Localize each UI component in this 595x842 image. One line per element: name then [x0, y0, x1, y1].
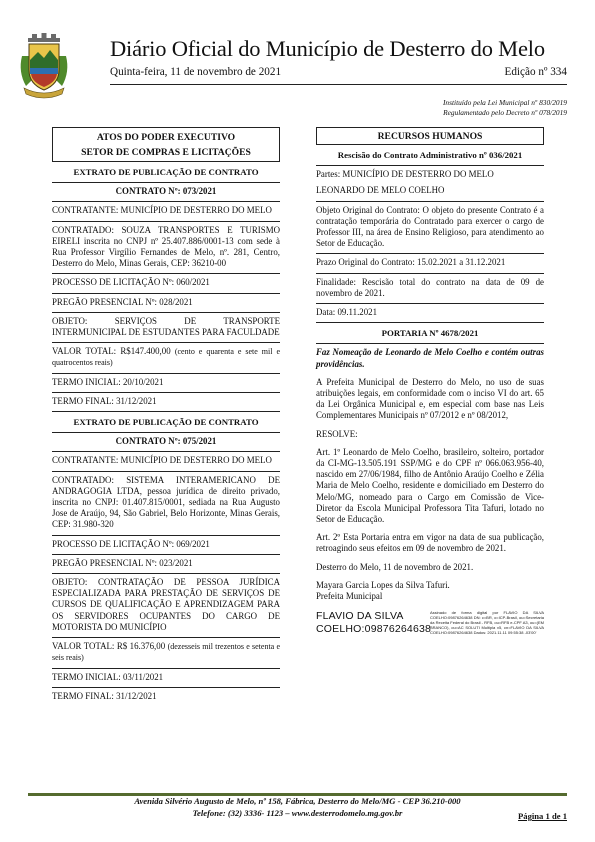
valor-total	[52, 343, 280, 373]
partes-municipality: Partes: MUNICÍPIO DE DESTERRO DO MELO	[316, 169, 494, 180]
objeto-original: Objeto Original do Contrato: O objeto do presente Contrato é a contratação temporária do Contratado para exercer o cargo de Professor III, na área de Ensino Religioso, para atendimento ao Setor de Educação.	[316, 202, 544, 255]
edition-number: Edição nº 334	[504, 66, 567, 78]
portaria-art2: Art. 2º Esta Portaria entra em vigor na data de sua publicação, retroagindo seus efeitos em 09 de novembro de 2021.	[316, 532, 544, 554]
contract-extract-075	[52, 412, 280, 706]
footer-address: Avenida Silvério Augusto de Melo, nº 158, Fábrica, Desterro do Melo/MG - CEP 36.210-000	[134, 796, 461, 806]
valor-total-words: (cento e quarenta e sete mil e quatrocentos reais)	[52, 347, 281, 368]
digital-signature	[316, 610, 544, 654]
footer-contact: Telefone: (32) 3336- 1123 – www.desterrodomelo.mg.gov.br	[192, 808, 403, 818]
processo-licitacao: PROCESSO DE LICITAÇÃO Nº: 060/2021	[52, 274, 280, 293]
digital-signature-details: Assinado de forma digital por FLAVIO DA SILVA COELHO:09876264638 DN: c=BR, o=ICP-Brasil, ou=Secretaria da Receita Federal do Brasil - RFB, ou=RFB e-CPF A3, ou=(EM BRANCO), ou=AC SOLUTI Multipla v5, cn=FLAVIO DA SILVA COELHO:09876264638 Dados: 2021.11.11 09:55:38 -03'00'	[430, 610, 544, 636]
regulated-decree: Regulamentado pelo Decreto nº 078/2019	[443, 108, 567, 117]
contract-extract-073	[52, 162, 280, 412]
page-number: Página 1 de 1	[518, 811, 567, 821]
contratante: CONTRATANTE: MUNICÍPIO DE DESTERRO DO MELO	[52, 202, 280, 221]
section-title-hr: RECURSOS HUMANOS	[377, 131, 483, 142]
partes	[316, 166, 544, 201]
gazette-title: Diário Oficial do Município de Desterro do Melo	[110, 36, 545, 61]
termo-final: TERMO FINAL: 31/12/2021	[52, 393, 280, 412]
signer-role: Prefeita Municipal	[316, 591, 383, 602]
left-column	[52, 127, 280, 706]
objeto: OBJETO: CONTRATAÇÃO DE PESSOA JURÍDICA ESPECIALIZADA PARA PRESTAÇÃO DE SERVIÇOS DE CURSOS DE QUALIFICAÇÃO E APRENDIZAGEM PARA OS SERVIDORES OCUPANTES DO CARGO DE MOTORISTA DO MUNICÍPIO	[52, 574, 280, 638]
partes-contractor: LEONARDO DE MELO COELHO	[316, 185, 445, 196]
municipal-coat-of-arms	[16, 32, 72, 102]
portaria	[316, 323, 544, 658]
portaria-heading: PORTARIA Nº 4678/2021	[316, 323, 544, 344]
termo-inicial: TERMO INICIAL: 03/11/2021	[52, 669, 280, 688]
processo-licitacao: PROCESSO DE LICITAÇÃO Nº: 069/2021	[52, 536, 280, 555]
signer-name: Mayara Garcia Lopes da Silva Tafuri.	[316, 579, 450, 590]
rescission-heading: Rescisão do Contrato Administrativo nº 036/2021	[316, 145, 544, 166]
publication-date: Quinta-feira, 11 de novembro de 2021	[110, 66, 282, 78]
portaria-preambulo: A Prefeita Municipal de Desterro do Melo, no uso de suas atribuições legais, em conformidade com o inciso VI do art. 65 da Lei Orgânica Municipal e, em especial com base nas Leis Complementares Municipais nº 07/2012 e nº 08/2012,	[316, 376, 544, 421]
finalidade: Finalidade: Rescisão total do contrato na data de 09 de novembro de 2021.	[316, 274, 544, 304]
instituted-law: Instituído pela Lei Municipal nº 830/2019	[442, 98, 567, 107]
rescission-date: Data: 09.11.2021	[316, 304, 544, 323]
contratante: CONTRATANTE: MUNICÍPIO DE DESTERRO DO MELO	[52, 452, 280, 471]
header-divider	[110, 84, 567, 85]
portaria-local-date: Desterro do Melo, 11 de novembro de 2021.	[316, 561, 474, 572]
portaria-body	[316, 344, 544, 658]
objeto: OBJETO: SERVIÇOS DE TRANSPORTE INTERMUNICIPAL DE ESTUDANTES PARA FACULDADE	[52, 313, 280, 343]
right-column	[316, 127, 544, 658]
portaria-resolve: RESOLVE:	[316, 428, 358, 439]
prazo-original: Prazo Original do Contrato: 15.02.2021 a 31.12.2021	[316, 254, 544, 273]
termo-final: TERMO FINAL: 31/12/2021	[52, 690, 157, 701]
valor-total	[52, 638, 280, 668]
section-header-hr	[316, 127, 544, 145]
valor-total-amount: VALOR TOTAL: R$147.400,00	[52, 346, 171, 357]
contract-number: CONTRATO Nº: 075/2021	[52, 433, 280, 452]
portaria-art1: Art. 1º Leonardo de Melo Coelho, brasileiro, solteiro, portador da CI-MG-13.505.191 SSP/MG e do CPF nº 066.063.956-40, nascido em 27/06/1984, filho de Antônio Araújo Coelho e Zélia Maria de Melo Coelho, residente e domiciliado em Desterro do Melo/MG, nomeado para o Cargo em Comissão de Vice-Diretor da Escola Municipal Professora Tita Tafuri, lotado no Setor de Educação.	[316, 446, 544, 525]
contract-rescission	[316, 145, 544, 323]
section-title-executive: ATOS DO PODER EXECUTIVO	[96, 132, 236, 143]
pregao-presencial: PREGÃO PRESENCIAL Nº: 028/2021	[52, 294, 280, 313]
contratado: CONTRATADO: SOUZA TRANSPORTES E TURISMO EIRELI inscrita no CNPJ nº 25.407.886/0001-13 com sede à Rua Professor Virgílio Fernandes de Melo, nº. 281, Centro, Desterro do Melo, Minas Gerais, CEP: 36210-00	[52, 222, 280, 275]
valor-total-amount: VALOR TOTAL: R$ 16.376,00	[52, 641, 166, 652]
contratado: CONTRATADO: SISTEMA INTERAMERICANO DE ANDRAGOGIA LTDA, pessoa jurídica de direito privado, inscrita no CNPJ: 01.407.815/0001, sediada na Rua Augusto Jose de Araújo, 94, São Gabriel, Belo Horizonte, Minas Gerais, CEP: 31.980-320	[52, 472, 280, 536]
legal-basis	[443, 98, 567, 118]
valor-total-words: (dezesseis mil trezentos e setenta e seis reais)	[52, 642, 281, 663]
section-header-executive	[52, 127, 280, 162]
portaria-ementa: Faz Nomeação de Leonardo de Melo Coelho e contém outras providências.	[316, 347, 544, 369]
digital-signature-name: FLAVIO DA SILVA COELHO:09876264638	[316, 610, 432, 636]
section-title-purchasing: SETOR DE COMPRAS E LICITAÇÕES	[81, 147, 251, 158]
pregao-presencial: PREGÃO PRESENCIAL Nº: 023/2021	[52, 555, 280, 574]
contract-number: CONTRATO Nº: 073/2021	[52, 183, 280, 202]
termo-inicial: TERMO INICIAL: 20/10/2021	[52, 374, 280, 393]
extract-heading: EXTRATO DE PUBLICAÇÃO DE CONTRATO	[52, 162, 280, 183]
extract-heading: EXTRATO DE PUBLICAÇÃO DE CONTRATO	[52, 412, 280, 433]
